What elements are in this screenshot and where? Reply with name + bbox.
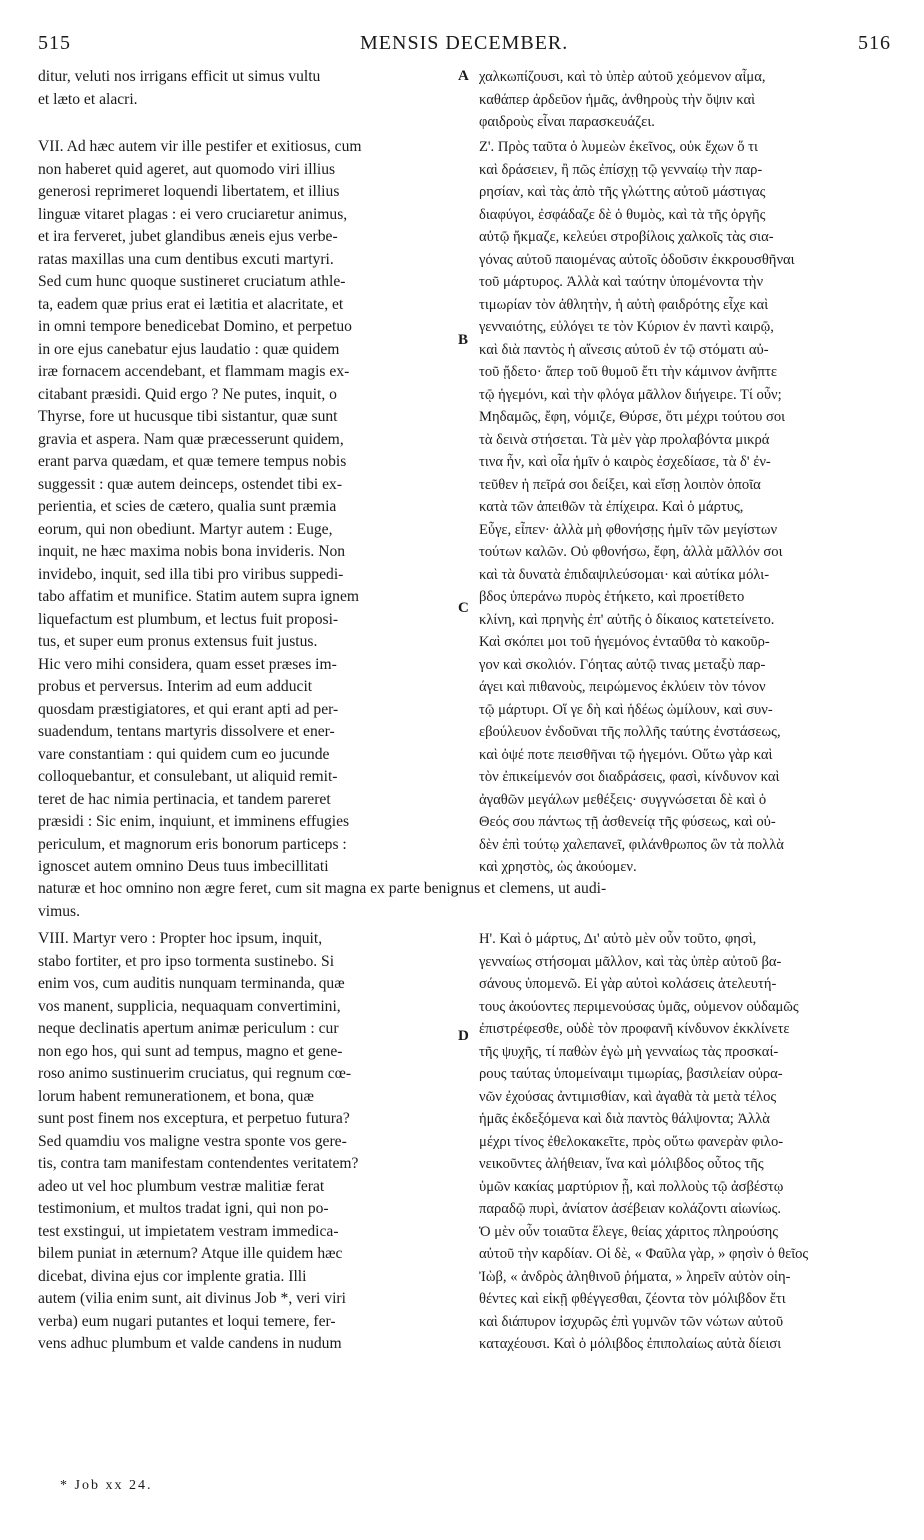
- latin-line: vimus.: [38, 903, 81, 920]
- greek-line: Η'. Καὶ ὁ μάρτυς, Δι' αὐτὸ μὲν οὖν τοῦτο, φησὶ,: [479, 931, 757, 947]
- latin-line: test exstingui, ut impietatem vestram immedica-: [38, 1222, 339, 1240]
- latin-line: Thyrse, fore ut hucusque tibi sistantur, quæ sunt: [38, 408, 338, 425]
- latin-line: roso animo sustinuerim cruciatus, qui regnum cœ-: [38, 1065, 352, 1082]
- latin-line: VII. Ad hæc autem vir ille pestifer et exitiosus, cum: [38, 138, 362, 155]
- greek-line: τῷ μάρτυρι. Οἵ γε δὴ καὶ ἡδέως ὡμίλουν, καὶ συν-: [479, 701, 773, 718]
- page-title: MENSIS DECEMBER.: [360, 32, 569, 54]
- greek-line: Ζ'. Πρὸς ταῦτα ὁ λυμεὼν ἐκεῖνος, οὐκ ἔχων ὅ τι: [479, 139, 758, 155]
- greek-line: ἡμᾶς ἐκδεξόμενα καὶ διὰ παντὸς θάλψοντα; Ἀλλὰ: [479, 1111, 770, 1127]
- latin-line: verba) eum nugari putantes et loqui temere, fer-: [38, 1312, 336, 1330]
- latin-column-low: [38, 928, 458, 1356]
- greek-line: τὸν ἐπικείμενόν σοι διαδράσεις, φασὶ, κίνδυνον καὶ: [479, 769, 780, 785]
- latin-line: testimonium, et multos tradat igni, qui non po-: [38, 1200, 329, 1217]
- latin-line: tabo affatim et munifice. Statim autem supra ignem: [38, 588, 360, 605]
- latin-line: ta, eadem quæ prius erat ei lætitia et alacritate, et: [38, 295, 344, 313]
- latin-line: autem (vilia enim sunt, ait divinus Job *, veri viri: [38, 1290, 346, 1307]
- greek-line: τινα ἦν, καὶ οἷα ἡμῖν ὁ καιρὸς ἐσχεδίασε, τὰ δ' ἐν-: [479, 454, 771, 470]
- latin-line: Sed quamdiu vos maligne vestra sponte vos gere-: [38, 1132, 347, 1150]
- greek-line: γον καὶ σκολιόν. Γόητας αὐτῷ τινας μεταξὺ παρ-: [479, 656, 766, 673]
- latin-line: eorum, qui non obediunt. Martyr autem : Euge,: [38, 520, 333, 538]
- greek-line: Ἰὼβ, « ἀνδρὸς ἀληθινοῦ ῥήματα, » ληρεῖν αὐτὸν οἰη-: [479, 1268, 791, 1285]
- full-width-line: naturæ et hoc omnino non ægre feret, cum sit magna ex parte benignus et clemens, ut audi-: [38, 880, 607, 897]
- greek-line: άγει καὶ πιθανοὺς, πειρώμενος ἐκλύειν τὸν τόνον: [479, 679, 766, 695]
- latin-column-top: [38, 66, 458, 111]
- greek-line: ρους ταύτας ὑπομείναιμι τιμωρίας, βασιλείαν οὐρα-: [479, 1066, 783, 1082]
- latin-line: non ego hos, qui sunt ad tempus, magno et gene-: [38, 1042, 343, 1060]
- greek-line: Μηδαμῶς, ἔφη, νόμιζε, Θύρσε, ὅτι μέχρι τούτου σοι: [479, 409, 786, 425]
- latin-line: sunt post finem nos exceptura, et perpetuo futura?: [38, 1110, 350, 1127]
- greek-line: τιμωρίαν τὸν ἀθλητὴν, ἡ αὐτὴ φαιδρότης εἶχε καὶ: [479, 296, 769, 313]
- margin-marker-a: A: [458, 68, 469, 84]
- latin-line: ditur, veluti nos irrigans efficit ut simus vultu: [38, 68, 321, 85]
- greek-line: βδος ὑπεράνω πυρὸς ἐτήκετο, καὶ προετίθετο: [479, 589, 745, 605]
- greek-line: Εὖγε, εἶπεν· ἀλλὰ μὴ φθονήσῃς ἡμῖν τῶν μεγίστων: [479, 521, 778, 538]
- latin-line: gravia et aspera. Nam quæ præcesserunt quidem,: [38, 430, 344, 448]
- latin-line: ratas maxillas una cum dentibus excuti martyri.: [38, 250, 334, 268]
- latin-line: invidebo, inquit, sed illa tibi pro viribus suppedi-: [38, 565, 344, 583]
- greek-line: καταχέουσι. Καὶ ὁ μόλιβδος ἐπιπολαίως αὐτὰ δίεισι: [479, 1336, 782, 1352]
- latin-line: dicebat, divina ejus cor implente gratia. Illi: [38, 1267, 307, 1285]
- latin-line: suggessit : quæ autem deinceps, ostendet tibi ex-: [38, 475, 343, 493]
- greek-line: τοῦ ᾔδετο· ἅπερ τοῦ θυμοῦ ἔτι τὴν κάμινον ἀνῆπτε: [479, 364, 777, 380]
- latin-vimus: [38, 901, 458, 924]
- latin-line: tus, et super eum pronus extensus fuit justus.: [38, 633, 318, 650]
- greek-line: καὶ ὀψέ ποτε πεισθῆναι τῷ ἡγεμόνι. Οὕτω γὰρ καὶ: [479, 746, 773, 763]
- greek-line: χαλκωπίζουσι, καὶ τὸ ὑπὲρ αὐτοῦ χεόμενον αἷμα,: [479, 69, 766, 85]
- latin-line: non haberet quid ageret, aut quomodo viri illius: [38, 160, 336, 178]
- greek-column-low: [479, 928, 891, 1356]
- latin-line: periculum, et magnorum eris bonorum particeps :: [38, 835, 347, 853]
- latin-line: vare constantiam : qui quidem cum eo jucunde: [38, 745, 330, 763]
- latin-line: lorum habent remunerationem, et bona, quæ: [38, 1087, 314, 1105]
- margin-marker-c: C: [458, 600, 469, 616]
- greek-line: θέντες καὶ εἰκῇ φθέγγεσθαι, ζέοντα τὸν μόλιβδον ἔτι: [479, 1291, 786, 1307]
- greek-line: σάνους ὑπομενῶ. Εἰ γὰρ αὐτοὶ κολάσεις ἀτελευτή-: [479, 976, 777, 992]
- margin-marker-b: B: [458, 332, 469, 348]
- greek-line: γενναίως στήσομαι μᾶλλον, καὶ τὰς ὑπὲρ αὐτοῦ βα-: [479, 953, 782, 970]
- greek-line: τούτων καλῶν. Οὐ φθονήσω, ἔφη, ἀλλὰ μᾶλλόν σοι: [479, 544, 783, 560]
- greek-line: καὶ χρηστὸς, ὡς ἀκούομεν.: [479, 859, 637, 875]
- greek-line: ὑμῶν κακίας μαρτύριον ᾖ, καὶ πολλοὺς τῷ ἀσβέστῳ: [479, 1178, 784, 1195]
- page-number-right: 516: [858, 32, 891, 54]
- greek-line: καὶ διάπυρον ἰσχυρῶς ἐπὶ γυμνῶν τῶν νώτων αὐτοῦ: [479, 1313, 784, 1330]
- greek-line: δὲν ἐπὶ τούτῳ χαλεπανεῖ, φιλάνθρωπος ὢν τὰ πολλὰ: [479, 836, 784, 853]
- greek-line: ρησίαν, καὶ τὰς ἀπὸ τῆς γλώττης αὐτοῦ μάστιγας: [479, 184, 766, 200]
- margin-marker-d: D: [458, 1028, 469, 1044]
- greek-line: γενναιότης, εὐλόγει τε τὸν Κύριον ἐν παντὶ καιρῷ,: [479, 319, 774, 335]
- latin-line: quosdam præstigiatores, et qui erant apti ad per-: [38, 700, 339, 718]
- latin-line: adeo ut vel hoc plumbum vestræ malitiæ ferat: [38, 1177, 325, 1195]
- greek-line: τοῦ μάρτυρος. Ἀλλὰ καὶ ταύτην ὑπομένοντα τὴν: [479, 274, 764, 290]
- greek-line: νεικοῦντες ἀλήθειαν, ἵνα καὶ μόλιβδος οὗτος τῆς: [479, 1156, 764, 1172]
- greek-line: παραδῷ πυρὶ, ἀνίατον ἀσέβειαν κολάζοντι αἰωνίως.: [479, 1201, 782, 1217]
- greek-line: εβούλευον ἐνδοῦναι τῆς πολλῆς ταύτης ἐνστάσεως,: [479, 724, 781, 740]
- greek-line: τους ἀκούοντες περιμενούσας ὑμᾶς, οὐμενον οὐδαμῶς: [479, 998, 799, 1015]
- greek-line: κλίνη, καὶ πρηνὴς ἐπ' αὐτῆς ὁ δίκαιος κατετείνετο.: [479, 611, 775, 628]
- greek-line: κατὰ τῶν ἀπειθῶν τὰ ἐπίχειρα. Καὶ ὁ μάρτυς,: [479, 499, 744, 515]
- greek-line: διαφύγοι, ἐσφάδαζε δὲ ὁ θυμὸς, καὶ τὰ τῆς ὀργῆς: [479, 206, 766, 223]
- latin-line: Hic vero mihi considera, quam esset præses im-: [38, 655, 337, 673]
- latin-column-mid: [38, 136, 458, 879]
- greek-line: τεῦθεν ἡ πεῖρά σοι δείξει, καὶ εἴσῃ λοιπὸν ὁποῖα: [479, 476, 761, 493]
- latin-line: probus et perversus. Interim ad eum adducit: [38, 678, 313, 695]
- latin-line: enim vos, cum auditis nunquam terminanda, quæ: [38, 975, 345, 992]
- page-number-left: 515: [38, 32, 71, 54]
- latin-line: præsidi : Sic enim, inquiunt, et imminens effugies: [38, 813, 350, 830]
- greek-line: Ὁ μὲν οὖν τοιαῦτα ἔλεγε, θείας χάριτος πληρούσης: [479, 1223, 778, 1240]
- greek-line: γόνας αὐτοῦ παιομένας αὐτοῖς ὀδοῦσιν ἐκκρουσθῆναι: [479, 251, 795, 268]
- greek-line: ἐπιστρέφεσθε, οὐδὲ τὸν προφανῆ κίνδυνον ἐκκλίνετε: [479, 1021, 790, 1037]
- latin-line: generosi reprimeret loquendi libertatem, et illius: [38, 183, 340, 200]
- latin-line: suadendum, tentans martyris dissolvere et ener-: [38, 723, 335, 740]
- latin-line: teret de hac nimia pertinacia, et tandem pareret: [38, 790, 331, 808]
- latin-line: vos manent, supplicia, nequaquam convertimini,: [38, 997, 341, 1015]
- latin-line: liquefactum est plumbum, et lectus fuit proposi-: [38, 610, 339, 628]
- latin-line: tis, contra tam manifestam contendentes veritatem?: [38, 1155, 359, 1172]
- latin-line: iræ fornacem accendebant, et flammam magis ex-: [38, 363, 350, 380]
- latin-line: neque declinatis apertum animæ periculum : cur: [38, 1020, 339, 1037]
- latin-line: inquit, ne hæc maxima nobis bona invideris. Non: [38, 543, 346, 560]
- greek-line: τὰ δεινὰ στήσεται. Τὰ μὲν γὰρ προλαβόντα μικρά: [479, 431, 770, 448]
- greek-line: τῆς ψυχῆς, τί παθὼν ἐγὼ μὴ γενναίως τὰς προσκαί-: [479, 1043, 779, 1060]
- greek-line: τῷ ἡγεμόνι, καὶ τὴν φλόγα μᾶλλον διήγειρε. Τί οὖν;: [479, 386, 782, 403]
- latin-line: linguæ vitaret plagas : ei vero cruciaretur animus,: [38, 205, 348, 223]
- greek-line: Καὶ σκόπει μοι τοῦ ἡγεμόνος ἐνταῦθα τὸ κακοῦρ-: [479, 634, 770, 650]
- latin-line: et læto et alacri.: [38, 90, 138, 108]
- greek-line: νῶν ἐχούσας ἀντιμισθίαν, καὶ ἀγαθὰ τὰ μετὰ τέλος: [479, 1088, 777, 1105]
- latin-line: perientia, et scies de cætero, qualia sunt præmia: [38, 498, 337, 515]
- greek-line: φαιδροὺς εἶναι παρασκευάζει.: [479, 114, 655, 130]
- latin-line: in omni tempore benedicebat Domino, et perpetuo: [38, 318, 352, 335]
- latin-line: vens adhuc plumbum et valde candens in nudum: [38, 1335, 342, 1352]
- greek-line: καὶ διὰ παντὸς ἡ αἴνεσις αὐτοῦ ἐν τῷ στόματι αὐ-: [479, 341, 769, 358]
- greek-column-top: [479, 66, 891, 134]
- latin-line: colloquebantur, et consulebant, ut aliquid remit-: [38, 768, 338, 785]
- greek-column-mid: [479, 136, 891, 879]
- greek-line: ἀγαθῶν μεγάλων μεθέξεις· συγγνώσεται δὲ καὶ ὁ: [479, 791, 767, 808]
- greek-line: αὐτοῦ τὴν καρδίαν. Οἱ δὲ, « Φαῦλα γὰρ, » φησὶν ὁ θεῖος: [479, 1246, 809, 1262]
- greek-line: Θεός σου πάντως τῇ ἀσθενείᾳ τῆς φύσεως, καὶ οὐ-: [479, 814, 776, 830]
- latin-line: VIII. Martyr vero : Propter hoc ipsum, inquit,: [38, 930, 323, 947]
- greek-line: αὐτῷ ἤκμαζε, κελεύει στροβίλοις χαλκοῖς τὰς σια-: [479, 229, 774, 245]
- greek-line: καθάπερ ἀρδεῦον ἡμᾶς, ἀνθηροὺς τὴν ὄψιν καὶ: [479, 91, 756, 108]
- latin-line: bilem puniat in æternum? Atque ille quidem hæc: [38, 1245, 343, 1262]
- latin-line: stabo fortiter, et pro ipso tormenta sustinebo. Si: [38, 952, 335, 970]
- latin-line: et ira ferveret, jubet glandibus æneis ejus verbe-: [38, 228, 338, 245]
- latin-line: citabant præsidi. Quid ergo ? Ne putes, inquit, o: [38, 385, 337, 403]
- latin-line: Sed cum hunc quoque sustineret cruciatum athle-: [38, 273, 346, 290]
- footnote: * Job xx 24.: [60, 1478, 153, 1493]
- latin-line: in ore ejus canebatur ejus laudatio : quæ quidem: [38, 340, 340, 358]
- latin-line: ignoscet autem omnino Deus tuus imbecillitati: [38, 858, 329, 875]
- latin-line: erant parva quædam, et quæ temere tempus nobis: [38, 453, 347, 470]
- greek-line: μέχρι τίνος ἐθελοκακεῖτε, πρὸς οὕτω φανερὰν φιλο-: [479, 1133, 784, 1150]
- greek-line: καὶ τὰ δυνατὰ ἐπιδαψιλεύσομαι· καὶ αὐτίκα μόλι-: [479, 566, 770, 583]
- greek-line: καὶ δράσειεν, ἢ πῶς ἐπίσχῃ τῷ γενναίῳ τὴν παρ-: [479, 161, 763, 178]
